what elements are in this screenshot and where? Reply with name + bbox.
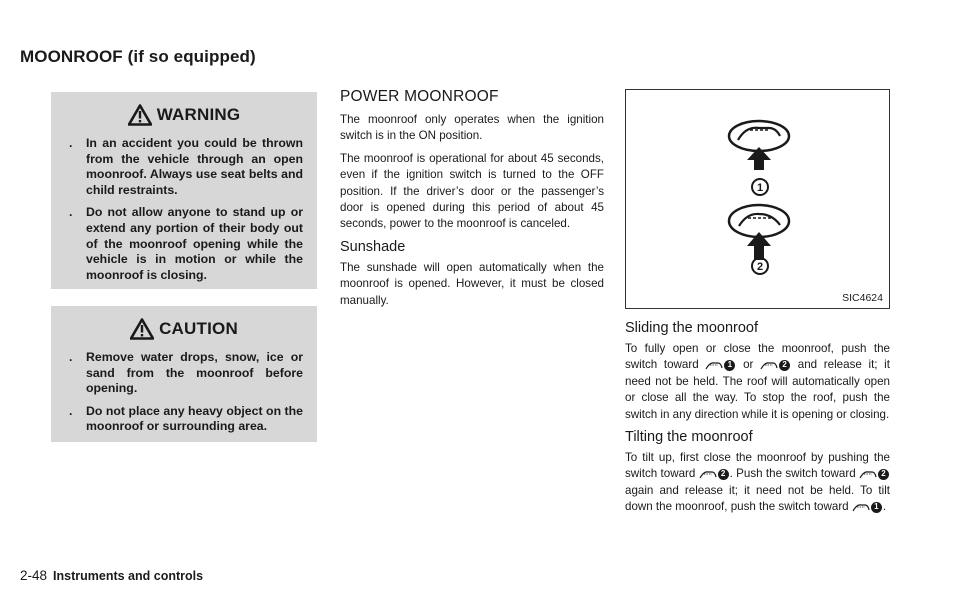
warning-header xyxy=(51,94,317,136)
moonroof-slide-icon xyxy=(729,121,789,151)
sunshade-paragraph: The sunshade will open automatically when the moonroof is opened. However, it must be closed manually. xyxy=(340,260,604,307)
svg-text:2: 2 xyxy=(756,261,764,273)
warning-item: . Do not allow anyone to stand up or extend any portion of their body out of the moonroof opening while the vehicle is in motion or while the moonroof is closing. xyxy=(69,205,303,282)
caution-list xyxy=(51,350,317,435)
callout-1 xyxy=(752,179,768,195)
sliding-paragraph: To fully open or close the moonroof, push the switch toward 1 or 2 and release it; it need not be held. The roof will automatically open or close all the way. To stop the roof, push the switch in any direction while it is opening or closing. xyxy=(625,342,890,421)
page-number: 2-48 xyxy=(20,568,48,583)
tilting-paragraph: To tilt up, first close the moonroof by pushing the switch toward 2 . Push the switch toward 2 again and release it; it need not be held. To tilt down the moonroof, push the switch toward 1 . xyxy=(625,451,890,514)
callout-2 xyxy=(752,258,768,274)
page-footer xyxy=(20,568,203,583)
sliding-heading: Sliding the moonroof xyxy=(625,320,758,336)
paragraph: The moonroof is operational for about 45 seconds, even if the ignition switch is turned to the OFF position. If the driver’s door or the passenger’s door is opened during this period of about 45 seconds, power to the moonroof is canceled. xyxy=(340,151,604,231)
svg-text:1: 1 xyxy=(756,182,764,194)
callout-number: 2 xyxy=(718,469,729,480)
callout-number: 2 xyxy=(878,469,889,480)
paragraph: The moonroof only operates when the ignition switch is in the ON position. xyxy=(340,113,604,143)
sunshade-heading: Sunshade xyxy=(340,238,406,255)
moonroof-switch-figure xyxy=(625,89,890,309)
callout-number: 1 xyxy=(871,502,882,513)
callout-number: 1 xyxy=(724,360,735,371)
moonroof-switch-icon xyxy=(699,469,717,479)
right-column xyxy=(625,320,890,522)
power-moonroof-section xyxy=(340,88,604,315)
caution-header xyxy=(51,308,317,350)
figure-label: SIC4624 xyxy=(842,292,883,304)
power-moonroof-heading: POWER MOONROOF xyxy=(340,88,499,105)
moonroof-switch-icon xyxy=(705,360,723,370)
callout-number: 2 xyxy=(779,360,790,371)
moonroof-switch-icon xyxy=(859,469,877,479)
warning-triangle-icon xyxy=(128,104,152,126)
caution-title: CAUTION xyxy=(159,319,238,338)
section-title: MOONROOF (if so equipped) xyxy=(20,47,256,66)
caution-item: . Remove water drops, snow, ice or sand from the moonroof before opening. xyxy=(69,350,303,396)
warning-title: WARNING xyxy=(156,105,241,124)
caution-item: . Do not place any heavy object on the moonroof or surrounding area. xyxy=(69,403,303,434)
tilting-heading: Tilting the moonroof xyxy=(625,429,753,446)
caution-triangle-icon xyxy=(130,318,154,340)
warning-item: . In an accident you could be thrown from the vehicle through an open moonroof. Always use seat belts and child restraints. xyxy=(69,136,303,197)
warning-list xyxy=(51,136,317,283)
caution-box xyxy=(51,306,317,442)
chapter-label: Instruments and controls xyxy=(53,569,204,583)
moonroof-switch-icon xyxy=(852,502,870,512)
moonroof-switch-diagram xyxy=(626,90,889,308)
moonroof-switch-icon xyxy=(760,360,778,370)
warning-box xyxy=(51,92,317,289)
